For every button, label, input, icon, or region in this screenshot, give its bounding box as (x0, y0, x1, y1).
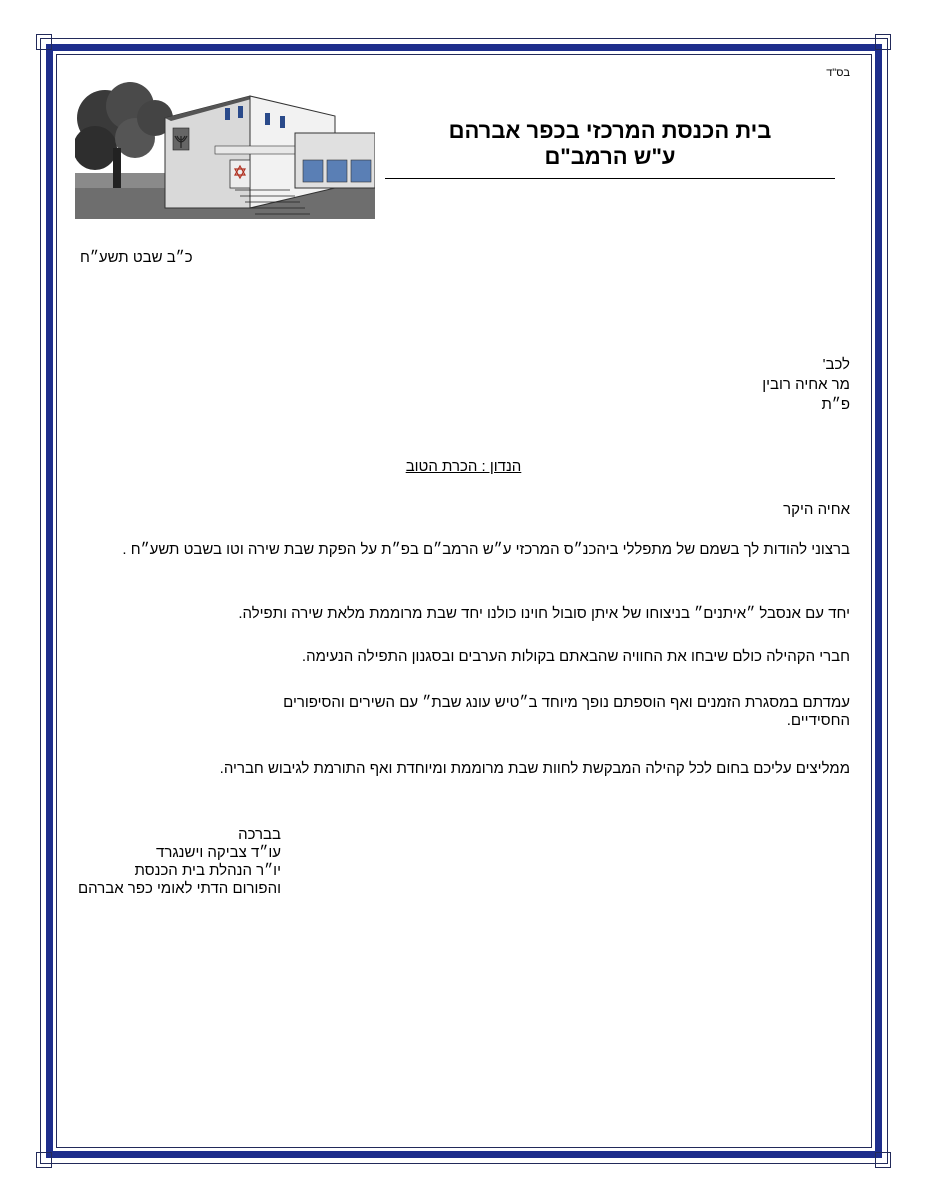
subject-line (0, 458, 927, 475)
greeting: אחיה היקר (783, 501, 850, 518)
recipient-city: פ״ת (821, 396, 850, 413)
title-line-1: בית הכנסת המרכזי בכפר אברהם (448, 118, 772, 143)
recipient-name: מר אחיה רובין (762, 376, 850, 393)
body-paragraph: חברי הקהילה כולם שיבחו את החוויה שהבאתם בקולות הערבים ובסגנון התפילה הנעימה. (301, 648, 850, 665)
body-paragraph: יחד עם אנסבל ״איתנים״ בניצוחו של איתן סובול חוינו כולנו יחד שבת מרוממת מלאת שירה ותפילה. (238, 605, 850, 622)
border-corner (36, 1152, 52, 1168)
body-paragraph: ברצוני להודות לך בשמם של מתפללי ביהכנ״ס המרכזי ע״ש הרמב״ם בפ״ת על הפקת שבת שירה וטו בשבט תשע״ח . (122, 541, 850, 558)
letter-date: כ״ב שבט תשע״ח (80, 249, 193, 266)
document-title (385, 118, 835, 170)
recipient-salutation: לכב' (822, 356, 850, 373)
signature-block (78, 826, 281, 898)
signature-closing: בברכה (238, 826, 281, 843)
title-line-2: ע"ש הרמב"ם (544, 144, 676, 169)
body-paragraph: ממליצים עליכם בחום לכל קהילה המבקשת לחוות שבת מרוממת ומיוחדת ואף התורמת לגיבוש חבריה. (219, 760, 850, 777)
border-corner (36, 34, 52, 50)
body-paragraph: עמדתם במסגרת הזמנים ואף הוספתם נופך מיוחד ב״טיש עונג שבת״ עם השירים והסיפורים החסידיים. (283, 694, 850, 729)
recipient-block (762, 355, 850, 415)
title-underline (385, 178, 835, 179)
subject-text: הנדון : הכרת הטוב (405, 458, 522, 475)
synagogue-building-illustration (75, 78, 375, 219)
border-corner (875, 34, 891, 50)
signature-title: יו״ר הנהלת בית הכנסת (134, 862, 281, 879)
signature-organization: והפורום הדתי לאומי כפר אברהם (78, 880, 281, 897)
border-corner (875, 1152, 891, 1168)
bsd-mark: בס"ד (826, 67, 850, 79)
signature-name: עו״ד צביקה וישנגרד (156, 844, 281, 861)
